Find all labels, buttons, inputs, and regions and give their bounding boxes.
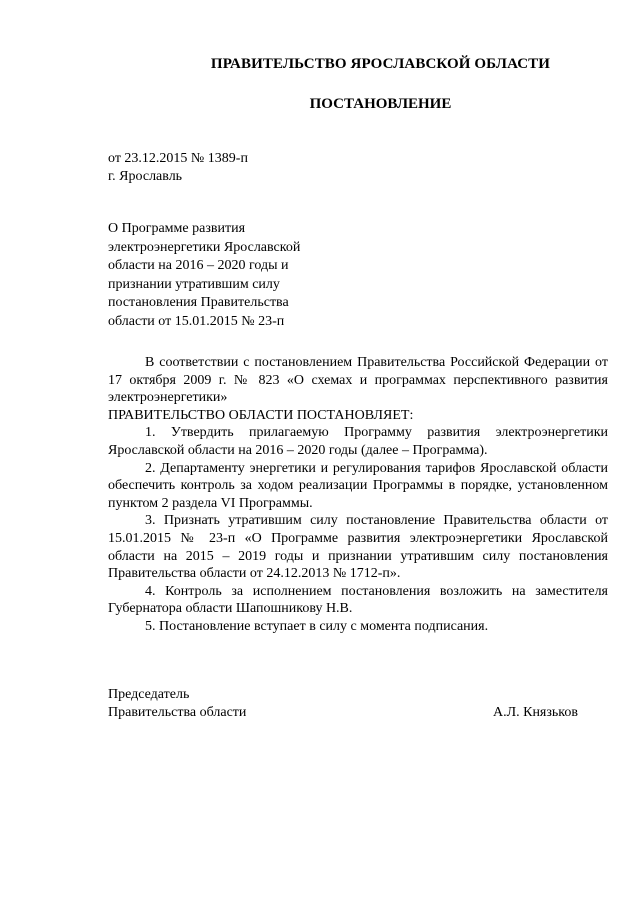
document-type-heading: ПОСТАНОВЛЕНИЕ bbox=[309, 96, 452, 112]
subject-line: признании утратившим силу bbox=[108, 276, 280, 292]
resolution-item: 1. Утвердить прилагаемую Программу развития электроэнергетики Ярославской области на 2016 – 2020 годы (далее – Программа). bbox=[108, 425, 608, 458]
organization-heading: ПРАВИТЕЛЬСТВО ЯРОСЛАВСКОЙ ОБЛАСТИ bbox=[210, 56, 551, 72]
resolution-item: 2. Департаменту энергетики и регулирования тарифов Ярославской области обеспечить контроль за ходом реализации Программы в порядке, установленном пунктом 2 раздела VI Программы. bbox=[108, 460, 608, 511]
subject-line: О Программе развития bbox=[108, 221, 246, 236]
signatory-title-line: Председатель bbox=[108, 687, 190, 702]
signatory-title bbox=[108, 686, 246, 722]
subject-line: постановления Правительства bbox=[108, 295, 289, 311]
document-subject bbox=[108, 220, 348, 332]
resolution-item: 3. Признать утратившим силу постановление Правительства области от 15.01.2015 № 23-п «О Программе развития электроэнергетики Ярославской области на 2015 – 2019 годы и признании утратившим силу постановления Правительства области от 24.12.2013 № 1712-п». bbox=[108, 513, 608, 582]
document-date-number: от 23.12.2015 № 1389-п bbox=[108, 151, 248, 166]
resolution-item: 5. Постановление вступает в силу с момента подписания. bbox=[145, 618, 489, 634]
resolution-item: 4. Контроль за исполнением постановления возложить на заместителя Губернатора области Шапошникову Н.В. bbox=[108, 583, 608, 617]
preamble-paragraph: В соответствии с постановлением Правительства Российской Федерации от 17 октября 2009 г. № 823 «О схемах и программах перспективного развития электроэнергетики» bbox=[108, 355, 608, 406]
document-body bbox=[108, 354, 608, 636]
subject-line: области от 15.01.2015 № 23-п bbox=[108, 313, 285, 329]
subject-line: электроэнергетики Ярославской bbox=[108, 239, 301, 255]
signatory-name: А.Л. Князьков bbox=[493, 705, 578, 720]
document-city: г. Ярославль bbox=[108, 169, 183, 184]
subject-line: области на 2016 – 2020 годы и bbox=[108, 258, 289, 274]
resolves-line: ПРАВИТЕЛЬСТВО ОБЛАСТИ ПОСТАНОВЛЯЕТ: bbox=[108, 407, 414, 423]
signatory-title-line: Правительства области bbox=[108, 705, 247, 720]
